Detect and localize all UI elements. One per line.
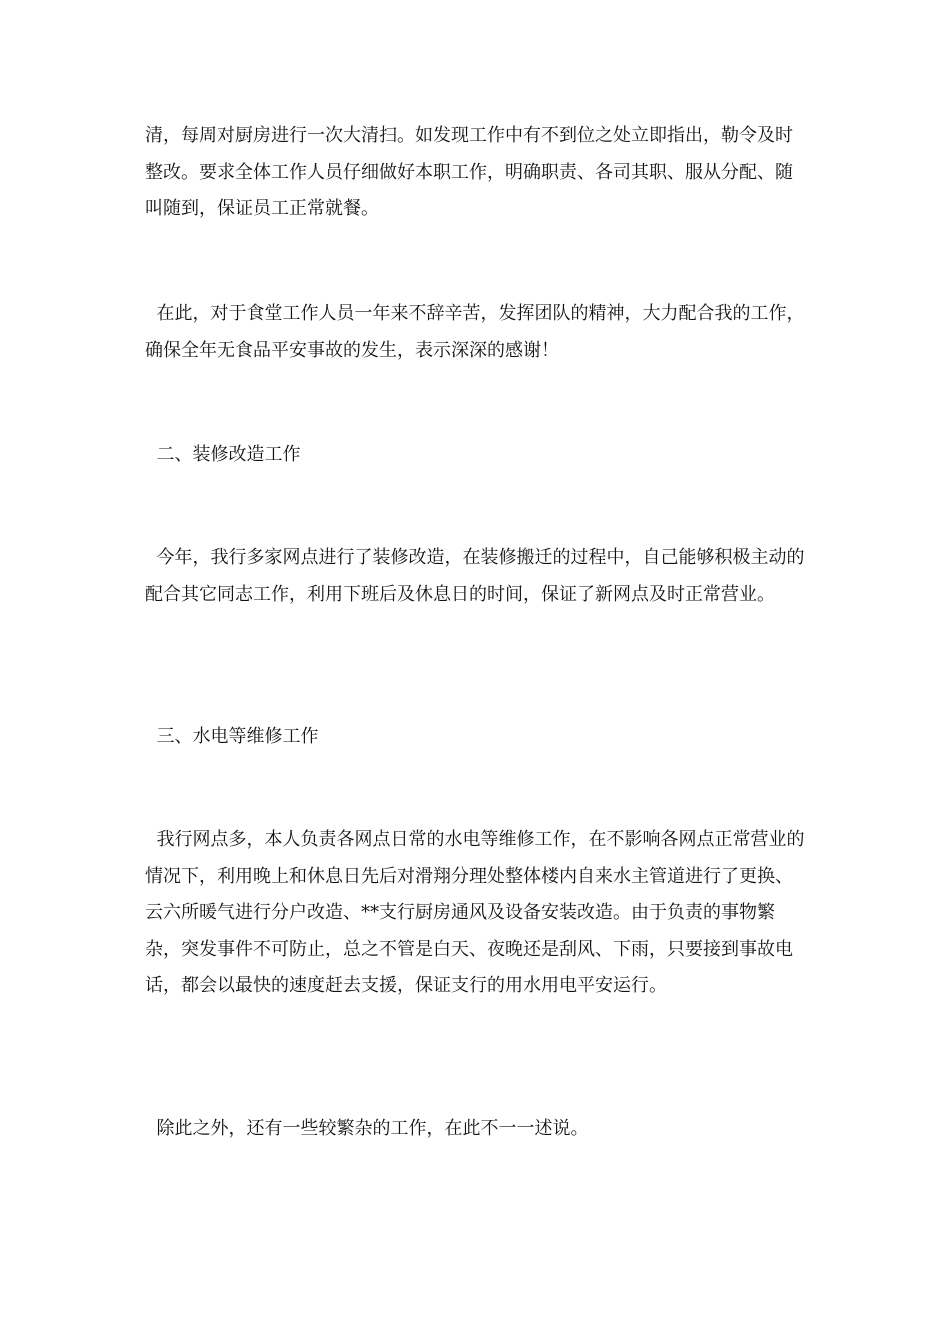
heading-maintenance: 三、水电等维修工作 [145, 726, 319, 747]
paragraph-thanks: 在此，对于食堂工作人员一年来不辞辛苦，发挥团队的精神，大力配合我的工作，确保全年无食品平安事故的发生，表示深深的感谢！ [145, 303, 805, 361]
paragraph-kitchen-cleaning: 清，每周对厨房进行一次大清扫。如发现工作中有不到位之处立即指出，勒令及时整改。要求全体工作人员仔细做好本职工作，明确职责、各司其职、服从分配、随叫随到，保证员工正常就餐。 [145, 125, 793, 219]
heading-renovation: 二、装修改造工作 [145, 444, 301, 465]
paragraph-other-work: 除此之外，还有一些较繁杂的工作，在此不一一述说。 [145, 1118, 589, 1139]
paragraph-maintenance: 我行网点多，本人负责各网点日常的水电等维修工作，在不影响各网点正常营业的情况下，利用晚上和休息日先后对滑翔分理处整体楼内自来水主管道进行了更换、云六所暖气进行分户改造、**支行厨房通风及设备安装改造。由于负责的事物繁杂，突发事件不可防止，总之不管是白天、夜晚还是刮风、下雨，只要接到事故电话，都会以最快的速度赶去支援，保证支行的用水用电平安运行。 [145, 829, 805, 996]
paragraph-renovation: 今年，我行多家网点进行了装修改造，在装修搬迁的过程中，自己能够积极主动的配合其它同志工作，利用下班后及休息日的时间，保证了新网点及时正常营业。 [145, 547, 805, 605]
